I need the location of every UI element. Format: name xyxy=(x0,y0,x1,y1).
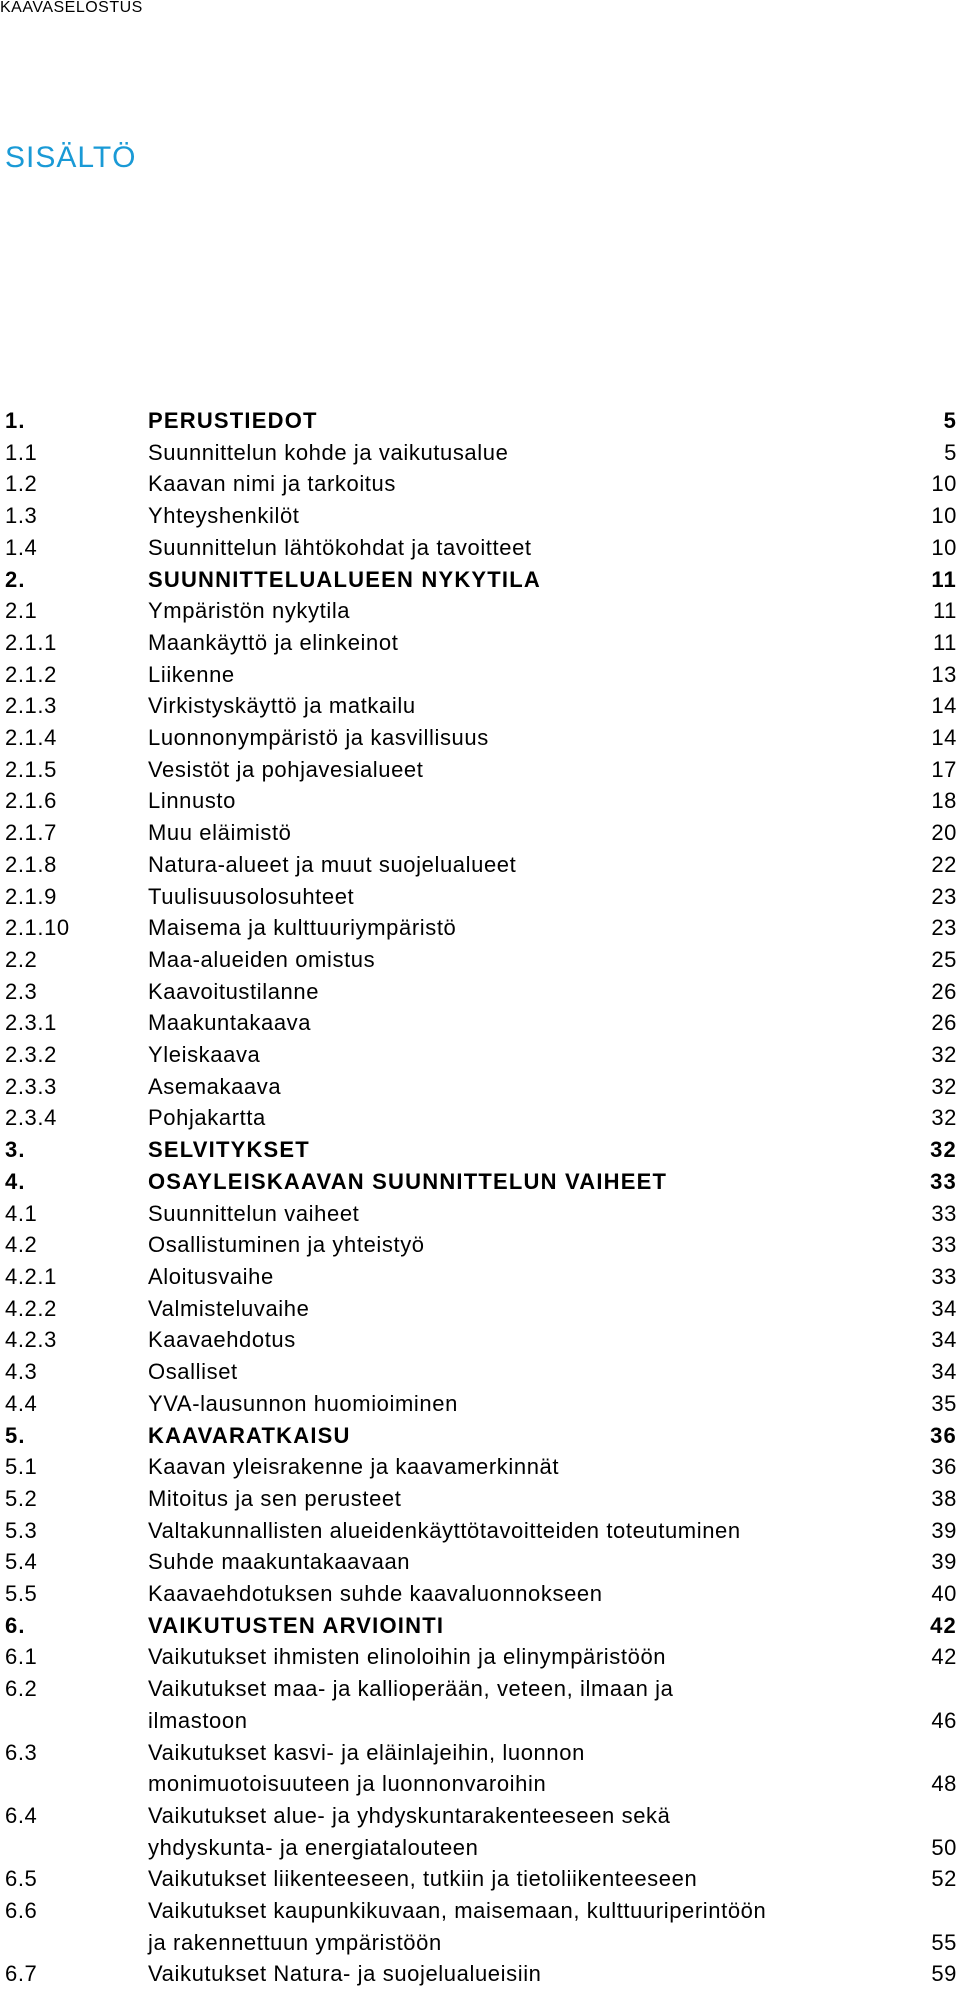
toc-entry-page: 23 xyxy=(931,915,957,941)
toc-entry-title: Yleiskaava xyxy=(148,1042,261,1068)
toc-entry-page: 11 xyxy=(932,598,957,624)
toc-entry-page: 18 xyxy=(931,788,957,814)
toc-entry-number: 6.3 xyxy=(5,1739,38,1765)
toc-entry-row[interactable] xyxy=(5,1229,957,1261)
toc-entry-title: Vaikutukset maa- ja kallioperään, veteen, ilmaan ja ilmastoon xyxy=(148,1676,674,1733)
toc-entry-number: 5.1 xyxy=(5,1454,38,1480)
toc-entry-number: 2.3.2 xyxy=(5,1042,57,1068)
toc-entry-page: 36 xyxy=(931,1454,957,1480)
toc-entry-row[interactable] xyxy=(5,659,957,691)
toc-entry-page: 20 xyxy=(931,820,957,846)
toc-entry-title: Kaavaehdotus xyxy=(148,1327,296,1353)
toc-entry-page: 50 xyxy=(931,1834,957,1860)
toc-entry-title: Vaikutukset kaupunkikuvaan, maisemaan, kulttuuriperintöön ja rakennettuun ympäristöön xyxy=(148,1898,767,1955)
toc-entry-number: 2.1.1 xyxy=(5,629,57,655)
toc-entry-title: VAIKUTUSTEN ARVIOINTI xyxy=(148,1612,445,1638)
toc-entry-page: 10 xyxy=(931,534,957,560)
toc-entry-page: 14 xyxy=(931,693,957,719)
toc-entry-title: Valmisteluvaihe xyxy=(148,1295,310,1321)
toc-entry-number: 6. xyxy=(5,1612,26,1638)
toc-entry-number: 5. xyxy=(5,1422,26,1448)
toc-entry-row[interactable] xyxy=(5,1958,957,1990)
toc-entry-number: 3. xyxy=(5,1137,26,1163)
toc-entry-page: 39 xyxy=(931,1517,957,1543)
toc-entry-row[interactable] xyxy=(5,1388,957,1420)
toc-entry-row[interactable] xyxy=(5,976,957,1008)
toc-entry-title: Ympäristön nykytila xyxy=(148,598,351,624)
toc-entry-page: 32 xyxy=(930,1137,957,1163)
toc-entry-title: Maakuntakaava xyxy=(148,1010,312,1036)
toc-entry-row[interactable] xyxy=(5,1324,957,1356)
toc-entry-row[interactable] xyxy=(5,1483,957,1515)
toc-entry-number: 6.2 xyxy=(5,1676,38,1702)
toc-entry-title: Vesistöt ja pohjavesialueet xyxy=(148,756,424,782)
toc-entry-title: SELVITYKSET xyxy=(148,1137,310,1163)
toc-entry-number: 6.5 xyxy=(5,1866,38,1892)
toc-entry-title: Yhteyshenkilöt xyxy=(148,503,300,529)
toc-entry-row[interactable] xyxy=(5,1451,957,1483)
toc-entry-row[interactable] xyxy=(5,1261,957,1293)
toc-entry-page: 11 xyxy=(932,629,957,655)
toc-entry-page: 33 xyxy=(930,1168,957,1194)
toc-entry-row[interactable] xyxy=(5,1546,957,1578)
toc-entry-number: 2.3 xyxy=(5,978,38,1004)
toc-entry-page: 32 xyxy=(931,1042,957,1068)
toc-entry-number: 6.7 xyxy=(5,1961,38,1987)
toc-entry-title: Osalliset xyxy=(148,1359,238,1385)
toc-entry-number: 6.4 xyxy=(5,1802,38,1828)
toc-entry-page: 23 xyxy=(931,883,957,909)
toc-entry-page: 14 xyxy=(931,725,957,751)
toc-entry-page: 34 xyxy=(931,1327,957,1353)
toc-entry-row[interactable] xyxy=(5,849,957,881)
toc-entry-number: 2.1.9 xyxy=(5,883,57,909)
toc-heading: SISÄLTÖ xyxy=(5,141,137,174)
toc-entry-row[interactable] xyxy=(5,1673,957,1736)
toc-entry-number: 4.2.1 xyxy=(5,1263,57,1289)
toc-entry-number: 4.4 xyxy=(5,1390,38,1416)
toc-entry-number: 2.1.6 xyxy=(5,788,57,814)
toc-entry-row[interactable] xyxy=(5,1895,957,1958)
toc-section-row[interactable] xyxy=(5,1166,957,1198)
toc-entry-row[interactable] xyxy=(5,1515,957,1547)
toc-entry-number: 5.4 xyxy=(5,1549,38,1575)
toc-entry-page: 10 xyxy=(931,503,957,529)
toc-entry-row[interactable] xyxy=(5,1293,957,1325)
toc-entry-row[interactable] xyxy=(5,595,957,627)
toc-entry-page: 25 xyxy=(931,946,957,972)
toc-entry-title: Maankäyttö ja elinkeinot xyxy=(148,629,399,655)
toc-section-row[interactable] xyxy=(5,405,957,437)
toc-entry-title: Natura-alueet ja muut suojelualueet xyxy=(148,851,517,877)
toc-entry-page: 34 xyxy=(931,1359,957,1385)
toc-entry-page: 13 xyxy=(931,661,957,687)
toc-entry-title: Luonnonympäristö ja kasvillisuus xyxy=(148,725,489,751)
toc-entry-page: 32 xyxy=(931,1073,957,1099)
toc-entry-page: 38 xyxy=(931,1485,957,1511)
toc-entry-title: Vaikutukset alue- ja yhdyskuntarakenteeseen sekä yhdyskunta- ja energiatalouteen xyxy=(148,1802,671,1860)
toc-entry-page: 11 xyxy=(931,566,957,592)
toc-entry-title: Aloitusvaihe xyxy=(148,1263,274,1289)
toc-entry-title: Vaikutukset ihmisten elinoloihin ja elinympäristöön xyxy=(148,1644,667,1670)
toc-entry-number: 4. xyxy=(5,1168,26,1194)
toc-entry-row[interactable] xyxy=(5,1641,957,1673)
toc-entry-number: 5.3 xyxy=(5,1517,38,1543)
toc-entry-number: 5.5 xyxy=(5,1581,38,1607)
toc-entry-row[interactable] xyxy=(5,1102,957,1134)
toc-entry-title: Linnusto xyxy=(148,788,236,814)
toc-entry-title: Maa-alueiden omistus xyxy=(148,946,376,972)
toc-entry-number: 2.1 xyxy=(5,598,38,624)
toc-entry-row[interactable] xyxy=(5,881,957,913)
toc-entry-number: 2.3.4 xyxy=(5,1105,57,1131)
toc-entry-title: Kaavaehdotuksen suhde kaavaluonnokseen xyxy=(148,1581,603,1607)
toc-entry-number: 2.3.3 xyxy=(5,1073,57,1099)
toc-entry-number: 4.2 xyxy=(5,1232,38,1258)
toc-entry-row[interactable] xyxy=(5,1198,957,1230)
toc-entry-page: 26 xyxy=(931,1010,957,1036)
toc-entry-row[interactable] xyxy=(5,722,957,754)
toc-entry-title: KAAVARATKAISU xyxy=(148,1422,351,1448)
toc-entry-title: Tuulisuusolosuhteet xyxy=(148,883,355,909)
toc-entry-page: 33 xyxy=(931,1200,957,1226)
toc-entry-page: 33 xyxy=(931,1232,957,1258)
toc-entry-row[interactable] xyxy=(5,817,957,849)
toc-entry-row[interactable] xyxy=(5,1800,957,1863)
toc-entry-page: 42 xyxy=(930,1612,957,1638)
toc-entry-title: Suhde maakuntakaavaan xyxy=(148,1549,411,1575)
toc-entry-row[interactable] xyxy=(5,532,957,564)
toc-entry-row[interactable] xyxy=(5,1737,957,1800)
toc-entry-number: 4.2.2 xyxy=(5,1295,57,1321)
toc-entry-row[interactable] xyxy=(5,437,957,469)
toc-entry-title: YVA-lausunnon huomioiminen xyxy=(148,1390,458,1416)
toc-entry-number: 2. xyxy=(5,566,26,592)
toc-entry-number: 4.3 xyxy=(5,1359,38,1385)
toc-entry-title: Suunnittelun vaiheet xyxy=(148,1200,360,1226)
toc-entry-number: 1.3 xyxy=(5,503,38,529)
toc-entry-page: 35 xyxy=(931,1390,957,1416)
toc-entry-row[interactable] xyxy=(5,944,957,976)
toc-entry-title: Muu eläimistö xyxy=(148,820,292,846)
toc-entry-number: 2.1.8 xyxy=(5,851,57,877)
toc-entry-number: 1.4 xyxy=(5,534,38,560)
toc-entry-page: 33 xyxy=(931,1263,957,1289)
toc-entry-title: Kaavan nimi ja tarkoitus xyxy=(148,471,396,497)
toc-entry-row[interactable] xyxy=(5,1071,957,1103)
toc-entry-number: 1.2 xyxy=(5,471,38,497)
toc-entry-title: Vaikutukset kasvi- ja eläinlajeihin, luonnon monimuotoisuuteen ja luonnonvaroihin xyxy=(148,1739,585,1797)
toc-entry-number: 5.2 xyxy=(5,1485,38,1511)
toc-entry-title: Maisema ja kulttuuriympäristö xyxy=(148,915,457,941)
toc-entry-number: 4.1 xyxy=(5,1200,38,1226)
toc-entry-number: 2.1.10 xyxy=(5,915,70,941)
toc-entry-number: 6.6 xyxy=(5,1898,38,1924)
toc-entry-number: 2.1.5 xyxy=(5,756,57,782)
toc-entry-page: 22 xyxy=(931,851,957,877)
toc-entry-number: 2.2 xyxy=(5,946,38,972)
toc-entry-page: 40 xyxy=(931,1581,957,1607)
toc-entry-row[interactable] xyxy=(5,1578,957,1610)
toc-entry-row[interactable] xyxy=(5,690,957,722)
toc-entry-title: Kaavoitustilanne xyxy=(148,978,320,1004)
table-of-contents xyxy=(5,405,957,1990)
toc-entry-number: 4.2.3 xyxy=(5,1327,57,1353)
toc-entry-number: 2.1.7 xyxy=(5,820,57,846)
toc-entry-number: 2.1.4 xyxy=(5,725,57,751)
toc-section-row[interactable] xyxy=(5,1420,957,1452)
toc-entry-page: 17 xyxy=(931,756,957,782)
toc-entry-page: 48 xyxy=(931,1771,957,1797)
toc-entry-title: SUUNNITTELUALUEEN NYKYTILA xyxy=(148,566,541,592)
toc-entry-row[interactable] xyxy=(5,912,957,944)
toc-entry-title: PERUSTIEDOT xyxy=(148,408,318,433)
toc-entry-row[interactable] xyxy=(5,627,957,659)
toc-entry-page: 36 xyxy=(930,1422,957,1448)
toc-entry-title: Vaikutukset liikenteeseen, tutkiin ja tietoliikenteeseen xyxy=(148,1866,698,1892)
toc-entry-title: Valtakunnallisten alueidenkäyttötavoitteiden toteutuminen xyxy=(148,1517,741,1543)
toc-entry-title: Osallistuminen ja yhteistyö xyxy=(148,1232,425,1258)
toc-entry-page: 42 xyxy=(931,1644,957,1670)
toc-entry-title: Kaavan yleisrakenne ja kaavamerkinnät xyxy=(148,1454,560,1480)
toc-entry-number: 2.1.3 xyxy=(5,693,57,719)
toc-entry-row[interactable] xyxy=(5,1039,957,1071)
toc-entry-row[interactable] xyxy=(5,1863,957,1895)
toc-entry-row[interactable] xyxy=(5,500,957,532)
toc-entry-page: 59 xyxy=(931,1961,957,1987)
toc-entry-title: Suunnittelun lähtökohdat ja tavoitteet xyxy=(148,534,532,560)
toc-entry-page: 39 xyxy=(931,1549,957,1575)
toc-entry-number: 6.1 xyxy=(5,1644,38,1670)
toc-entry-row[interactable] xyxy=(5,785,957,817)
toc-entry-page: 55 xyxy=(931,1929,957,1955)
toc-section-row[interactable] xyxy=(5,1610,957,1642)
toc-entry-page: 46 xyxy=(931,1707,957,1733)
toc-entry-page: 5 xyxy=(944,439,957,465)
toc-entry-title: Liikenne xyxy=(148,661,235,687)
running-header: KAAVASELOSTUS xyxy=(0,0,143,16)
toc-entry-title: Virkistyskäyttö ja matkailu xyxy=(148,693,416,719)
toc-entry-page: 52 xyxy=(931,1866,957,1892)
toc-entry-row[interactable] xyxy=(5,468,957,500)
toc-entry-number: 2.3.1 xyxy=(5,1010,57,1036)
toc-section-row[interactable] xyxy=(5,564,957,596)
toc-section-row[interactable] xyxy=(5,1134,957,1166)
toc-entry-title: OSAYLEISKAAVAN SUUNNITTELUN VAIHEET xyxy=(148,1168,668,1194)
toc-entry-title: Mitoitus ja sen perusteet xyxy=(148,1485,402,1511)
toc-entry-page: 10 xyxy=(931,471,957,497)
toc-entry-title: Asemakaava xyxy=(148,1073,282,1099)
toc-entry-row[interactable] xyxy=(5,1356,957,1388)
toc-entry-row[interactable] xyxy=(5,1007,957,1039)
toc-entry-page: 34 xyxy=(931,1295,957,1321)
toc-entry-title: Vaikutukset Natura- ja suojelualueisiin xyxy=(148,1961,542,1987)
toc-entry-page: 26 xyxy=(931,978,957,1004)
toc-entry-number: 1. xyxy=(5,408,26,433)
toc-entry-number: 1.1 xyxy=(5,439,38,465)
toc-entry-number: 2.1.2 xyxy=(5,661,57,687)
toc-entry-title: Pohjakartta xyxy=(148,1105,266,1131)
toc-entry-page: 32 xyxy=(931,1105,957,1131)
toc-entry-title: Suunnittelun kohde ja vaikutusalue xyxy=(148,439,509,465)
toc-entry-row[interactable] xyxy=(5,754,957,786)
toc-entry-page: 5 xyxy=(943,408,957,433)
